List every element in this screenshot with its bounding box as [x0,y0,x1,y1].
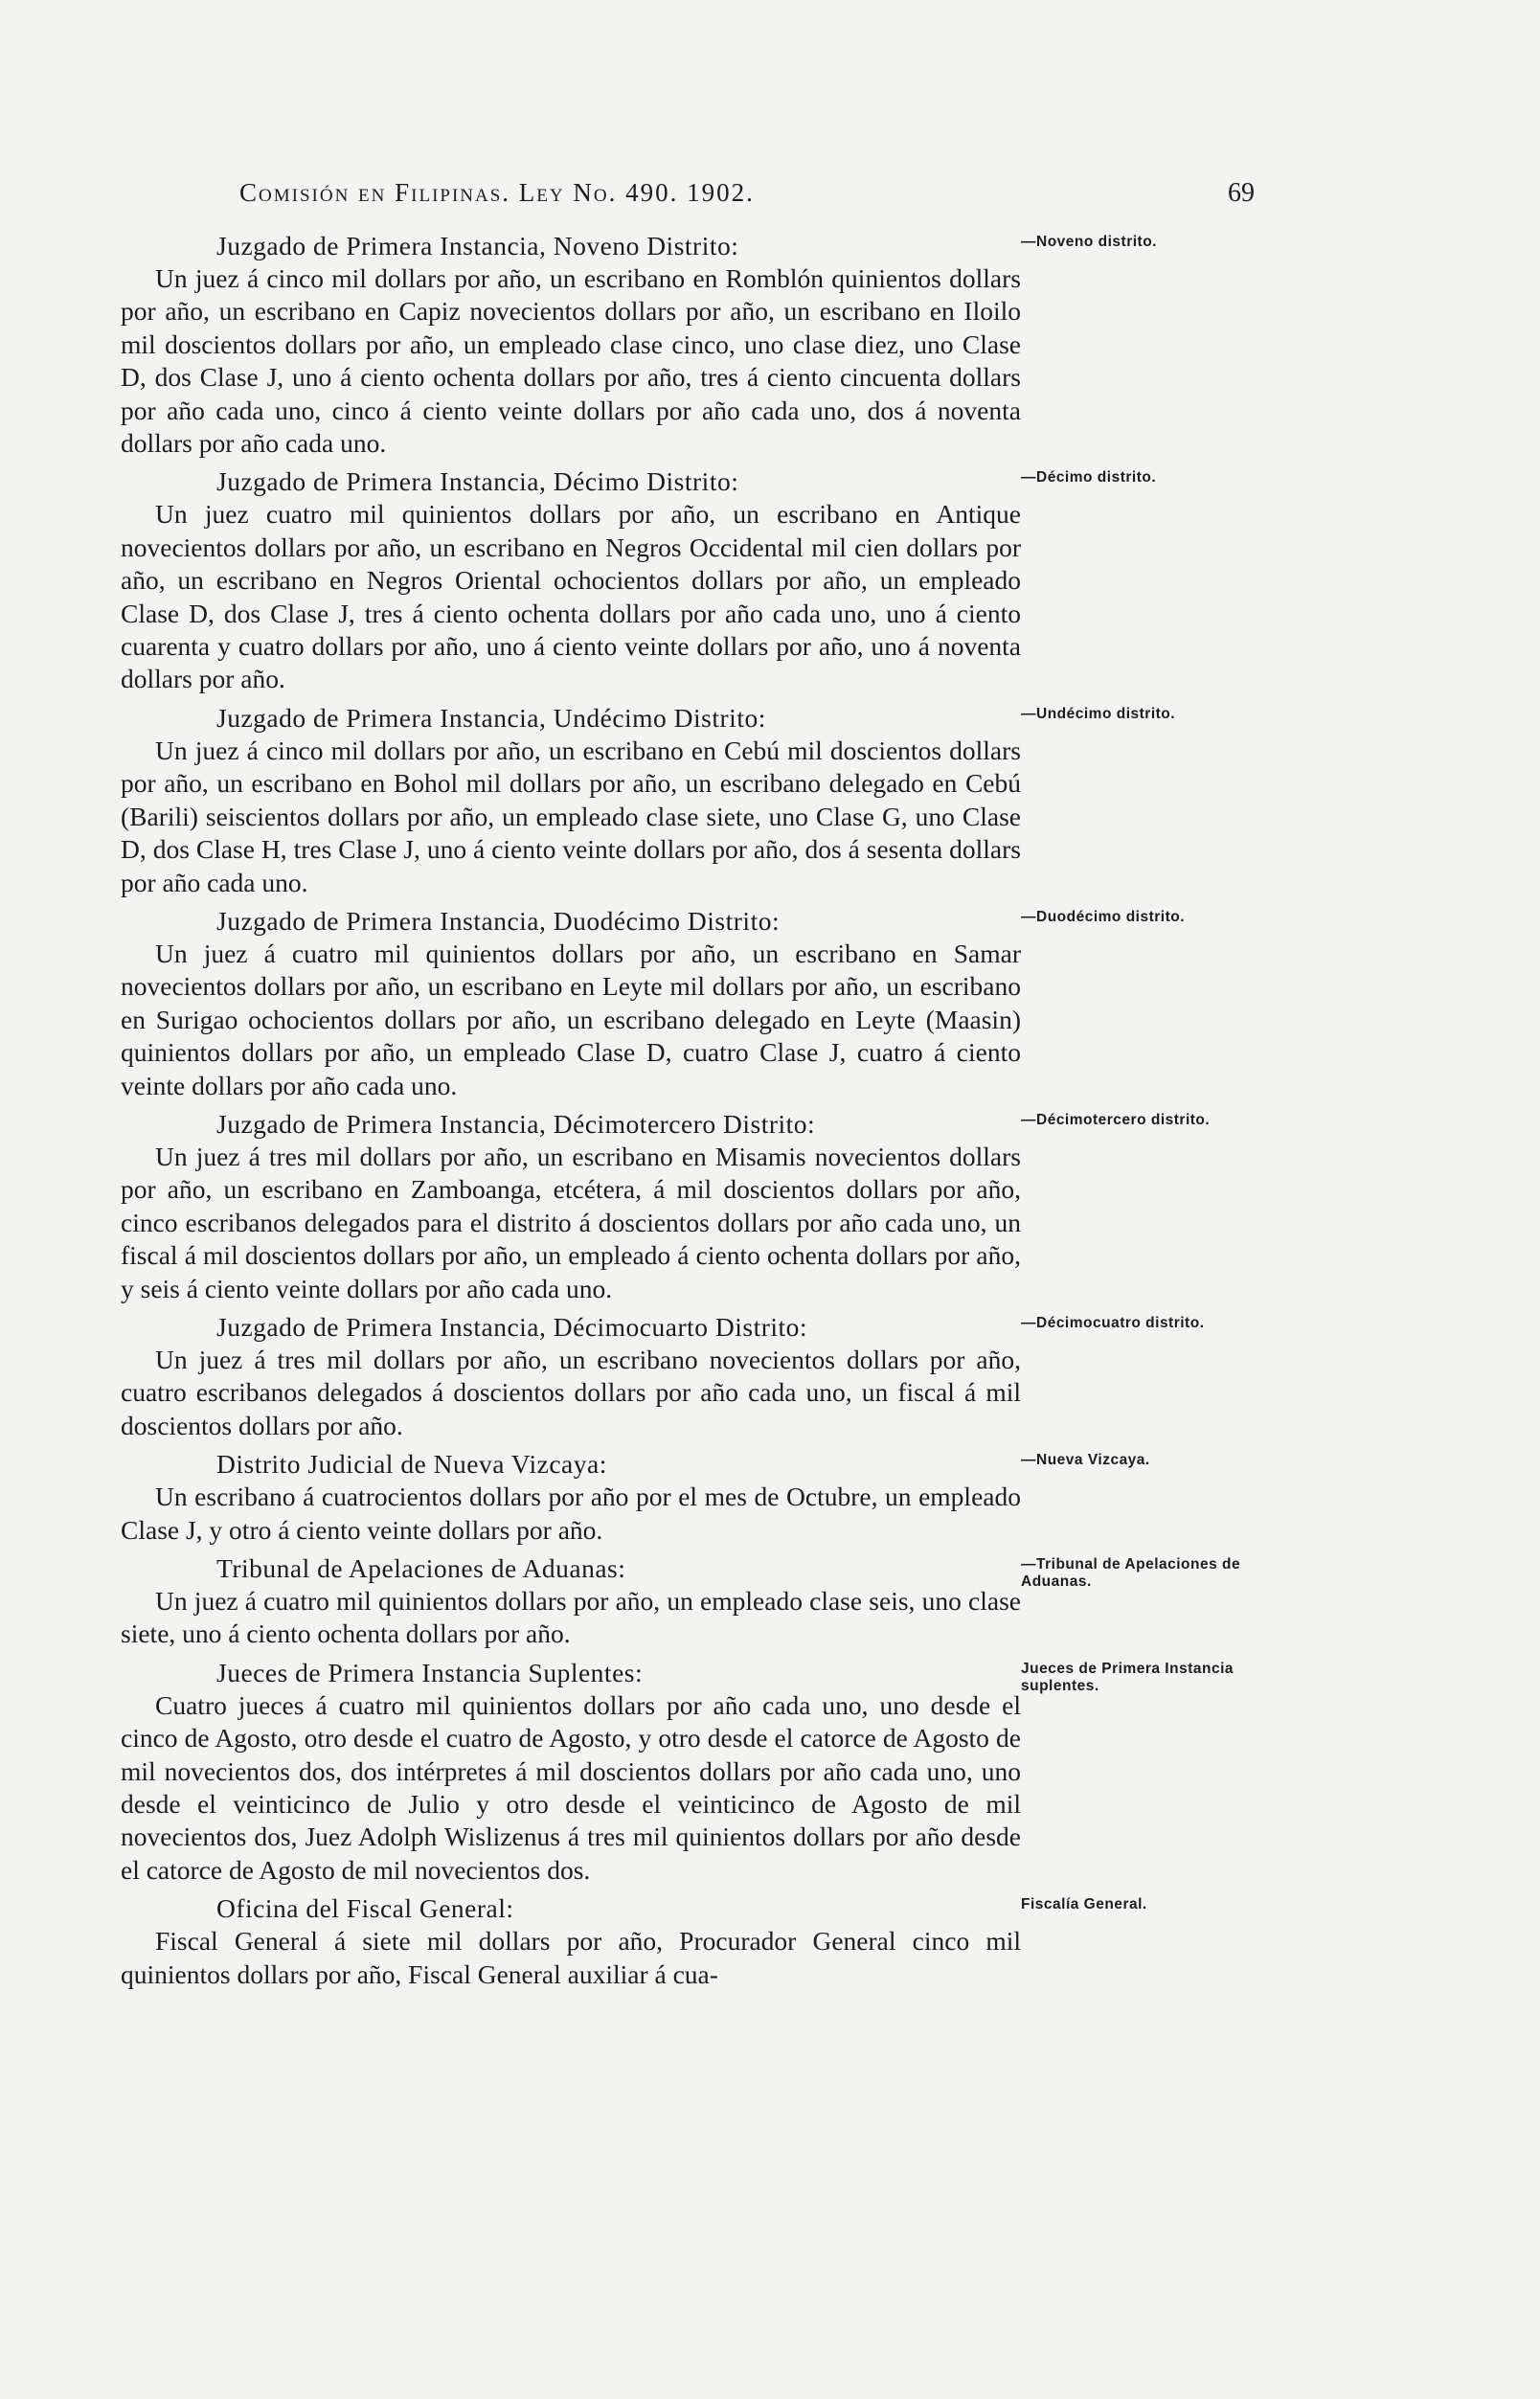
section-heading: Juzgado de Primera Instancia, Duodécimo Distrito: —Duodécimo distrito. [121,905,1021,938]
margin-note: —Tribunal de Apelaciones de Aduanas. [1021,1556,1241,1590]
section-text: Un escribano á cuatrocientos dollars por año por el mes de Octubre, un empleado Clase J, y otro á ciento veinte dollars por año. [121,1482,1021,1545]
section-text: Un juez á cuatro mil quinientos dollars por año, un escribano en Samar novecientos dollars por año, un escribano en Leyte mil dollars por año, un escribano en Surigao ochocientos dollars por año, un escribano delegado en Leyte (Maasin) quinientos dollars por año, un empleado Clase D, cuatro Clase J, cuatro á ciento veinte dollars por año cada uno. [121,938,1021,1100]
section-jueces-suplentes [121,1657,1234,1887]
margin-note: —Décimotercero distrito. [1021,1111,1211,1128]
margin-note: —Décimocuatro distrito. [1021,1314,1205,1331]
document-body [121,230,1241,1997]
page-number: 69 [1228,178,1255,208]
section-text: Cuatro jueces á cuatro mil quinientos dollars por año cada uno, uno desde el cinco de Agosto, otro desde el cuatro de Agosto, y otro desde el catorce de Agosto de mil novecientos dos, dos intérpretes á mil doscientos dollars por año cada uno, uno desde el veinticinco de Julio y otro desde el veinticinco de Agosto de mil novecientos dos, Juez Adolph Wislizenus á tres mil quinientos dollars por año desde el catorce de Agosto de mil novecientos dos. [121,1689,1021,1885]
section-heading: Jueces de Primera Instancia Suplentes: Jueces de Primera Instancia suplentes. [121,1657,1021,1689]
section-duodecimo-distrito [121,905,1186,1102]
margin-note: —Nueva Vizcaya. [1021,1452,1150,1469]
section-heading: Oficina del Fiscal General: Fiscalía General. [121,1892,1021,1925]
section-decimocuarto-distrito [121,1311,1205,1442]
section-heading: Juzgado de Primera Instancia, Undécimo Distrito: —Undécimo distrito. [121,702,1021,735]
section-heading: Tribunal de Apelaciones de Aduanas: —Tribunal de Apelaciones de Aduanas. [121,1552,1021,1585]
margin-note: —Duodécimo distrito. [1021,908,1186,925]
margin-note: Fiscalía General. [1021,1896,1147,1913]
section-decimo-distrito [121,465,1157,695]
section-heading: Distrito Judicial de Nueva Vizcaya: —Nueva Vizcaya. [121,1448,1021,1481]
margin-note: —Noveno distrito. [1021,234,1157,250]
margin-note: —Décimo distrito. [1021,469,1157,487]
section-text: Un juez á tres mil dollars por año, un escribano en Misamis novecientos dollars por año, un escribano en Zamboanga, etcétera, á mil doscientos dollars por año, cinco escribanos delegados para el distrito á doscientos dollars por año cada uno, un fiscal á mil doscientos dollars por año, un empleado á ciento ochenta dollars por año, y seis á ciento veinte dollars por año cada uno. [121,1141,1021,1303]
section-undecimo-distrito [121,702,1176,899]
section-noveno-distrito [121,230,1157,460]
section-heading: Juzgado de Primera Instancia, Noveno Distrito: —Noveno distrito. [121,230,1021,262]
section-nueva-vizcaya [121,1448,1150,1547]
section-text: Un juez á cinco mil dollars por año, un escribano en Romblón quinientos dollars por año, un escribano en Capiz novecientos dollars por año, un escribano en Iloilo mil doscientos dollars por año, un empleado clase cinco, uno clase diez, uno Clase D, dos Clase J, uno á ciento ochenta dollars por año, tres á ciento cincuenta dollars por año cada uno, cinco á ciento veinte dollars por año cada uno, dos á noventa dollars por año cada uno. [121,263,1021,459]
section-heading: Juzgado de Primera Instancia, Décimo Distrito: —Décimo distrito. [121,465,1021,498]
section-tribunal-aduanas [121,1552,1241,1651]
margin-note: —Undécimo distrito. [1021,705,1176,722]
section-text: Un juez á cuatro mil quinientos dollars por año, un empleado clase seis, uno clase siete, uno á ciento ochenta dollars por año. [121,1586,1021,1649]
section-fiscal-general [121,1892,1147,1991]
section-text: Un juez cuatro mil quinientos dollars por año, un escribano en Antique novecientos dollars por año, un escribano en Negros Occidental mil cien dollars por año, un escribano en Negros Oriental ochocientos dollars por año, un empleado Clase D, dos Clase J, tres á ciento ochenta dollars por año cada uno, uno á ciento cuarenta y cuatro dollars por año, uno á ciento veinte dollars por año, uno á noventa dollars por año. [121,499,1021,694]
section-heading: Juzgado de Primera Instancia, Décimotercero Distrito: —Décimotercero distrito. [121,1108,1021,1141]
section-text: Un juez á cinco mil dollars por año, un escribano en Cebú mil doscientos dollars por año, un escribano en Bohol mil dollars por año, un escribano delegado en Cebú (Barili) seiscientos dollars por año, un empleado clase siete, uno Clase G, uno Clase D, dos Clase H, tres Clase J, uno á ciento veinte dollars por año, dos á sesenta dollars por año cada uno. [121,735,1021,897]
section-heading: Juzgado de Primera Instancia, Décimocuarto Distrito: —Décimocuatro distrito. [121,1311,1021,1344]
margin-note: Jueces de Primera Instancia suplentes. [1021,1660,1234,1694]
section-decimotercero-distrito [121,1108,1211,1305]
running-head: Comisión en Filipinas. Ley No. 490. 1902. [239,178,755,207]
page-header [125,178,1255,216]
section-text: Fiscal General á siete mil dollars por año, Procurador General cinco mil quinientos dollars por año, Fiscal General auxiliar á cua- [121,1926,1021,1989]
section-text: Un juez á tres mil dollars por año, un escribano novecientos dollars por año, cuatro escribanos delegados á doscientos dollars por año cada uno, un fiscal á mil doscientos dollars por año. [121,1344,1021,1440]
